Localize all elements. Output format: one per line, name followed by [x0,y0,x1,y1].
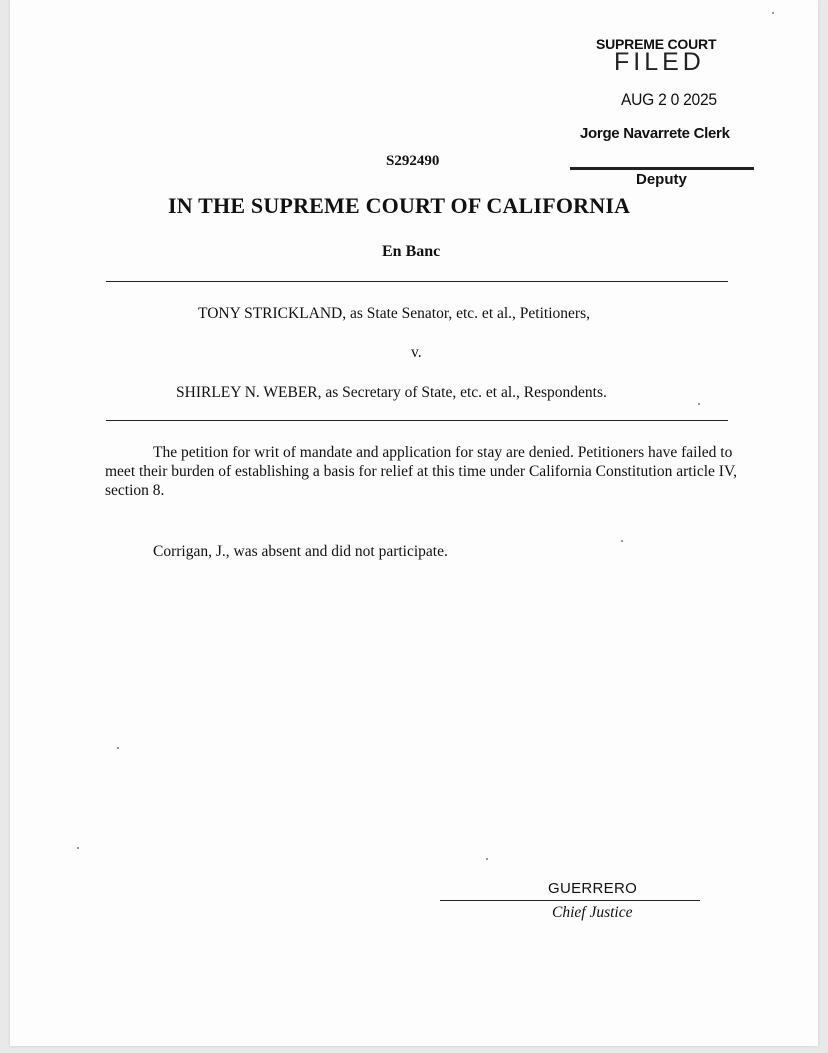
order-paragraph: The petition for writ of mandate and application for stay are denied. Petitioners have failed to meet their burden of establishing a basis for relief at this time under California Constitution article IV, section 8. [105,444,738,499]
stamp-clerk-name: Jorge Navarrete Clerk [580,125,730,142]
stamp-filed-label: FILED [614,48,705,76]
document-page [10,0,818,1046]
stamp-deputy-label: Deputy [636,171,687,188]
petitioners-caption: TONY STRICKLAND, as State Senator, etc. et al., Petitioners, [198,305,590,322]
versus-label: v. [411,344,422,361]
respondents-caption: SHIRLEY N. WEBER, as Secretary of State, etc. et al., Respondents. [176,384,607,401]
signature-line [440,900,700,901]
signature-name: GUERRERO [548,880,638,897]
case-number: S292490 [386,153,440,169]
scan-speck [698,403,700,405]
absence-note: Corrigan, J., was absent and did not participate. [153,543,448,560]
scan-speck [77,847,79,849]
signature-title: Chief Justice [552,904,633,921]
court-title: IN THE SUPREME COURT OF CALIFORNIA [168,193,631,218]
scan-speck [486,858,488,860]
scan-speck [772,12,774,14]
stamp-filed-date: AUG 2 0 2025 [621,90,717,109]
scan-speck [621,540,623,542]
stamp-court-label: SUPREME COURT [596,36,717,52]
caption-bottom-rule [106,420,728,421]
stamp-signature-line [570,167,754,170]
scan-speck [117,747,119,749]
caption-top-rule [106,281,728,282]
panel-label: En Banc [382,243,441,260]
